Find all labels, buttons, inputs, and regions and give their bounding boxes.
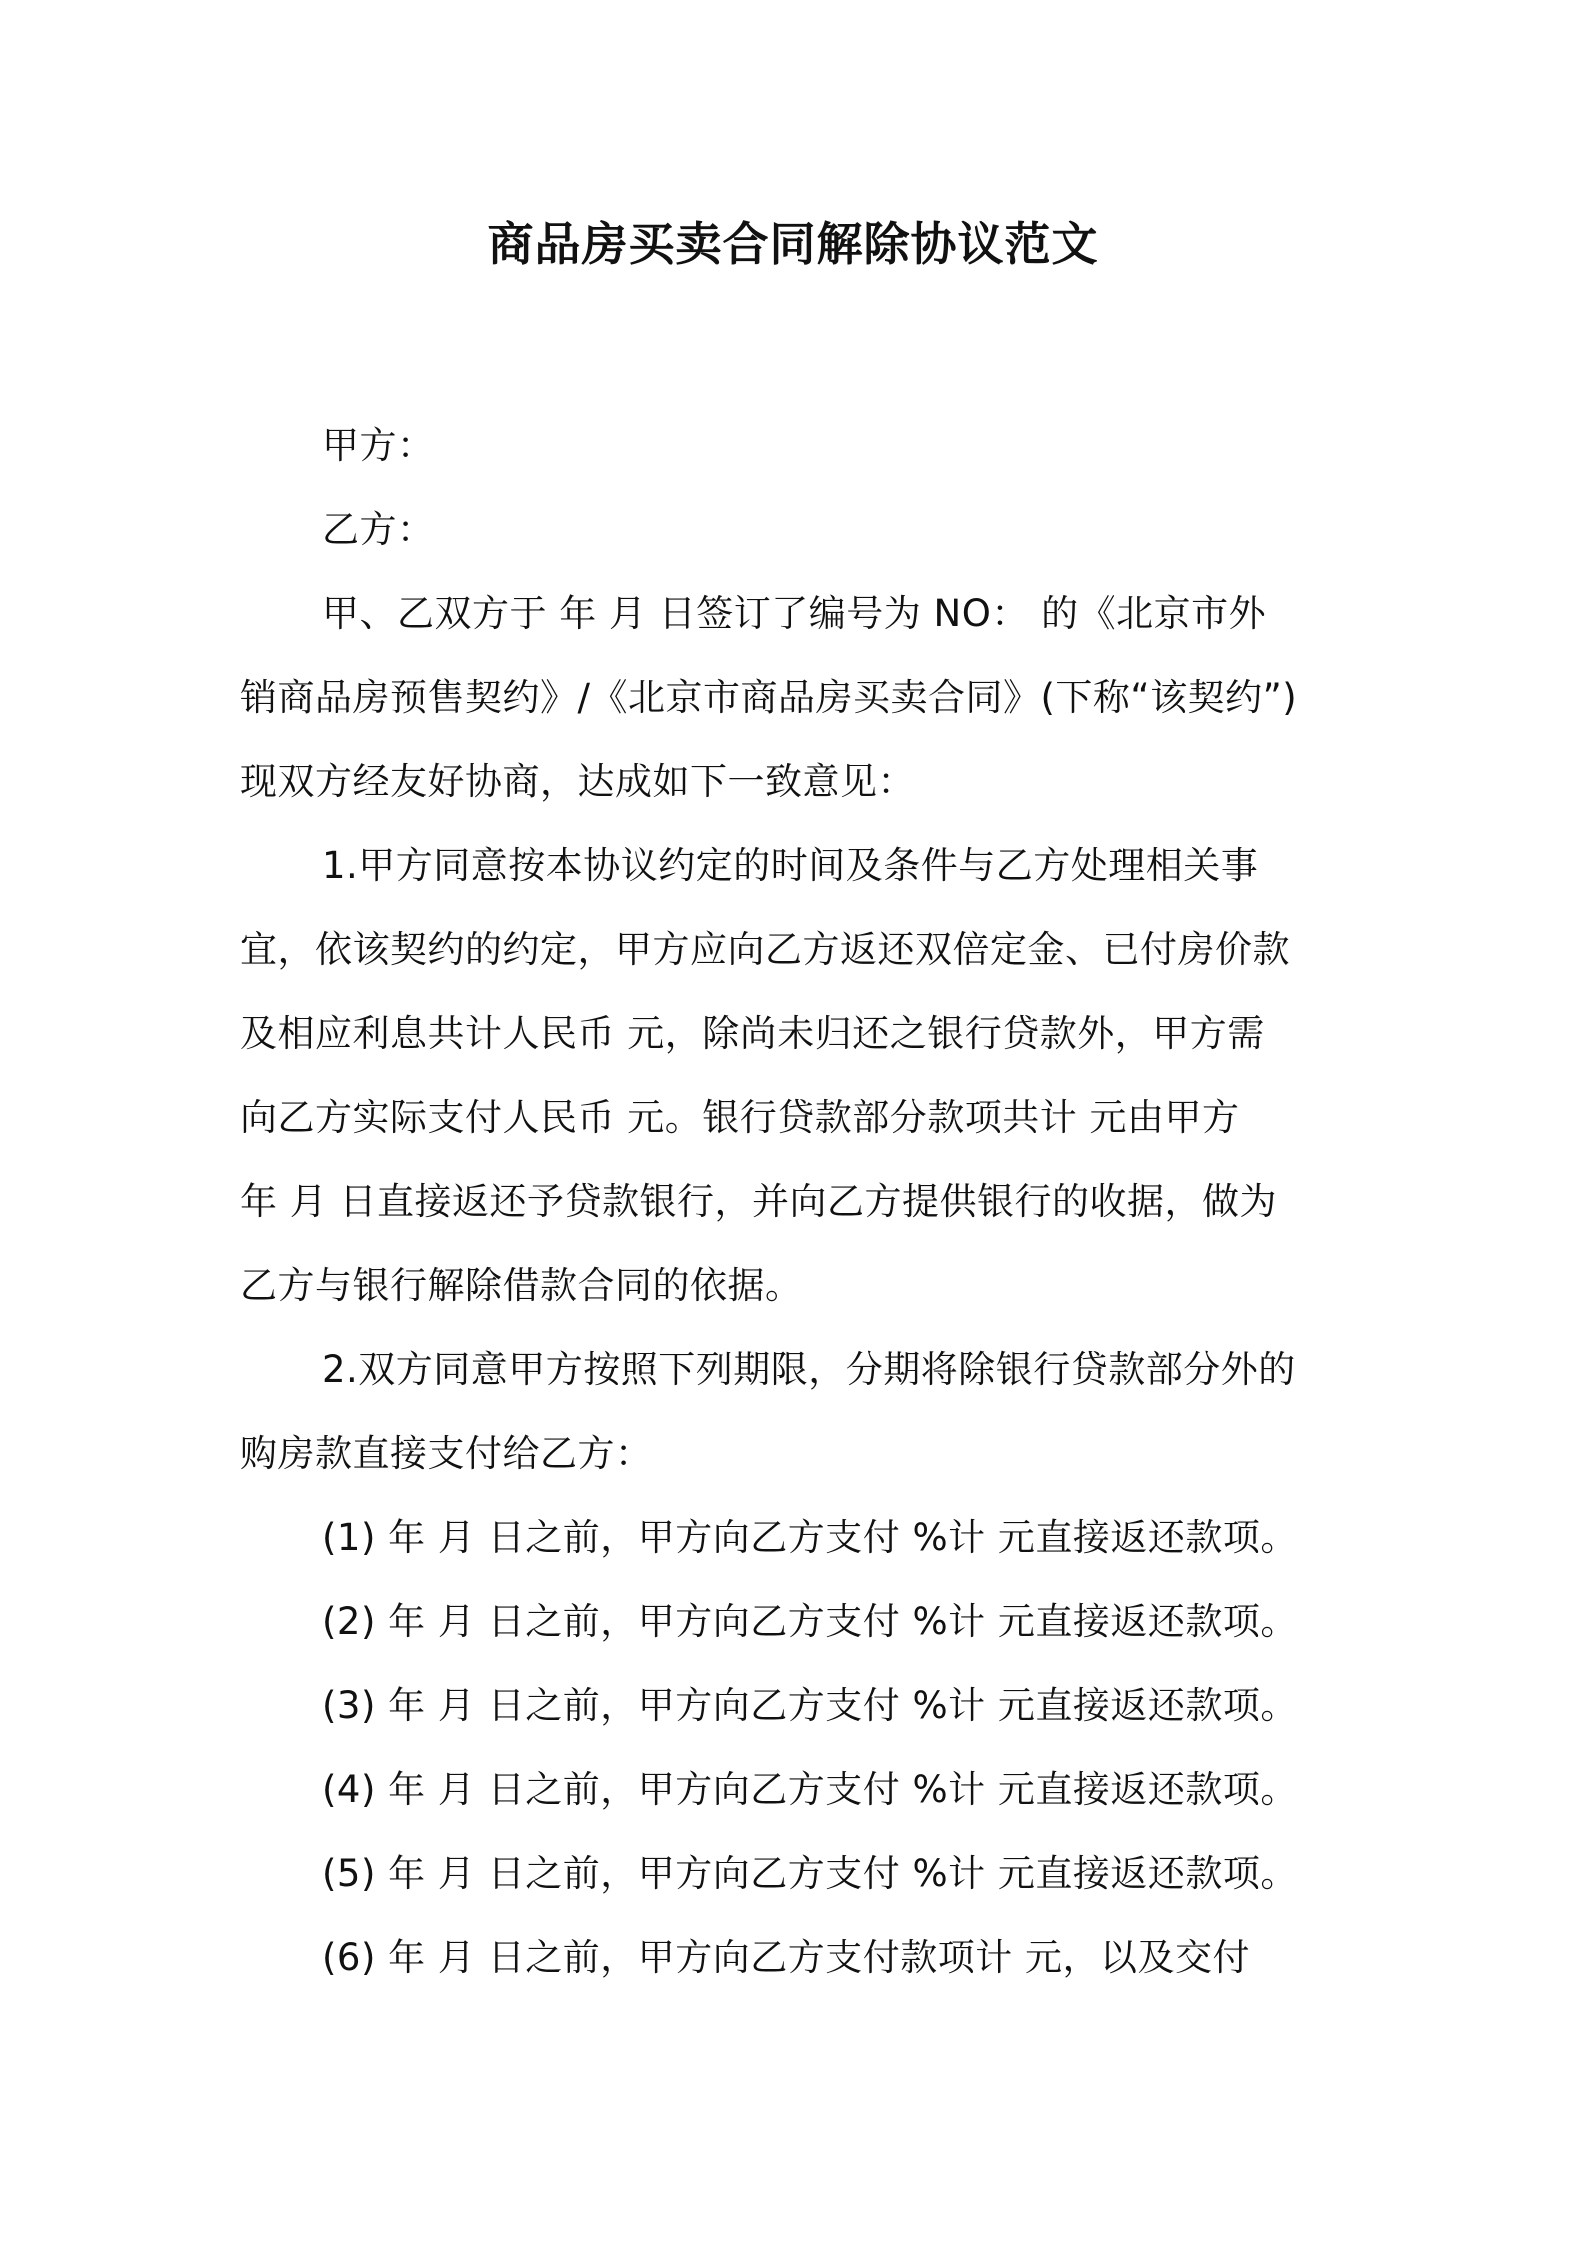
- installment-6: (6) 年 月 日之前，甲方向乙方支付款项计 元，以及交付: [322, 1936, 1250, 1979]
- intro-line-3: 现双方经友好协商，达成如下一致意见：: [240, 760, 915, 803]
- party-b-line: 乙方：: [322, 508, 435, 551]
- party-a-line: 甲方：: [322, 424, 435, 467]
- installment-4: (4) 年 月 日之前，甲方向乙方支付 %计 元直接返还款项。: [322, 1768, 1298, 1811]
- installment-2: (2) 年 月 日之前，甲方向乙方支付 %计 元直接返还款项。: [322, 1600, 1298, 1643]
- clause2-line-2: 购房款直接支付给乙方：: [240, 1432, 653, 1475]
- clause1-line-5: 年 月 日直接返还予贷款银行，并向乙方提供银行的收据，做为: [240, 1180, 1278, 1223]
- document-title: 商品房买卖合同解除协议范文: [487, 217, 1099, 271]
- clause1-line-3: 及相应利息共计人民币 元，除尚未归还之银行贷款外，甲方需: [240, 1012, 1265, 1055]
- installment-1: (1) 年 月 日之前，甲方向乙方支付 %计 元直接返还款项。: [322, 1516, 1298, 1559]
- intro-line-1: 甲、乙双方于 年 月 日签订了编号为 NO： 的《北京市外: [322, 592, 1267, 635]
- clause1-line-4: 向乙方实际支付人民币 元。银行贷款部分款项共计 元由甲方: [240, 1096, 1240, 1139]
- clause1-line-2: 宜，依该契约的约定，甲方应向乙方返还双倍定金、已付房价款: [240, 928, 1290, 971]
- clause1-line-6: 乙方与银行解除借款合同的依据。: [240, 1264, 803, 1307]
- clause2-line-1: 2.双方同意甲方按照下列期限，分期将除银行贷款部分外的: [322, 1348, 1296, 1391]
- intro-line-2: 销商品房预售契约》/《北京市商品房买卖合同》(下称“该契约”): [240, 676, 1298, 719]
- document-body: [240, 404, 1350, 2000]
- installment-3: (3) 年 月 日之前，甲方向乙方支付 %计 元直接返还款项。: [322, 1684, 1298, 1727]
- installment-5: (5) 年 月 日之前，甲方向乙方支付 %计 元直接返还款项。: [322, 1852, 1298, 1895]
- clause1-line-1: 1.甲方同意按本协议约定的时间及条件与乙方处理相关事: [322, 844, 1259, 887]
